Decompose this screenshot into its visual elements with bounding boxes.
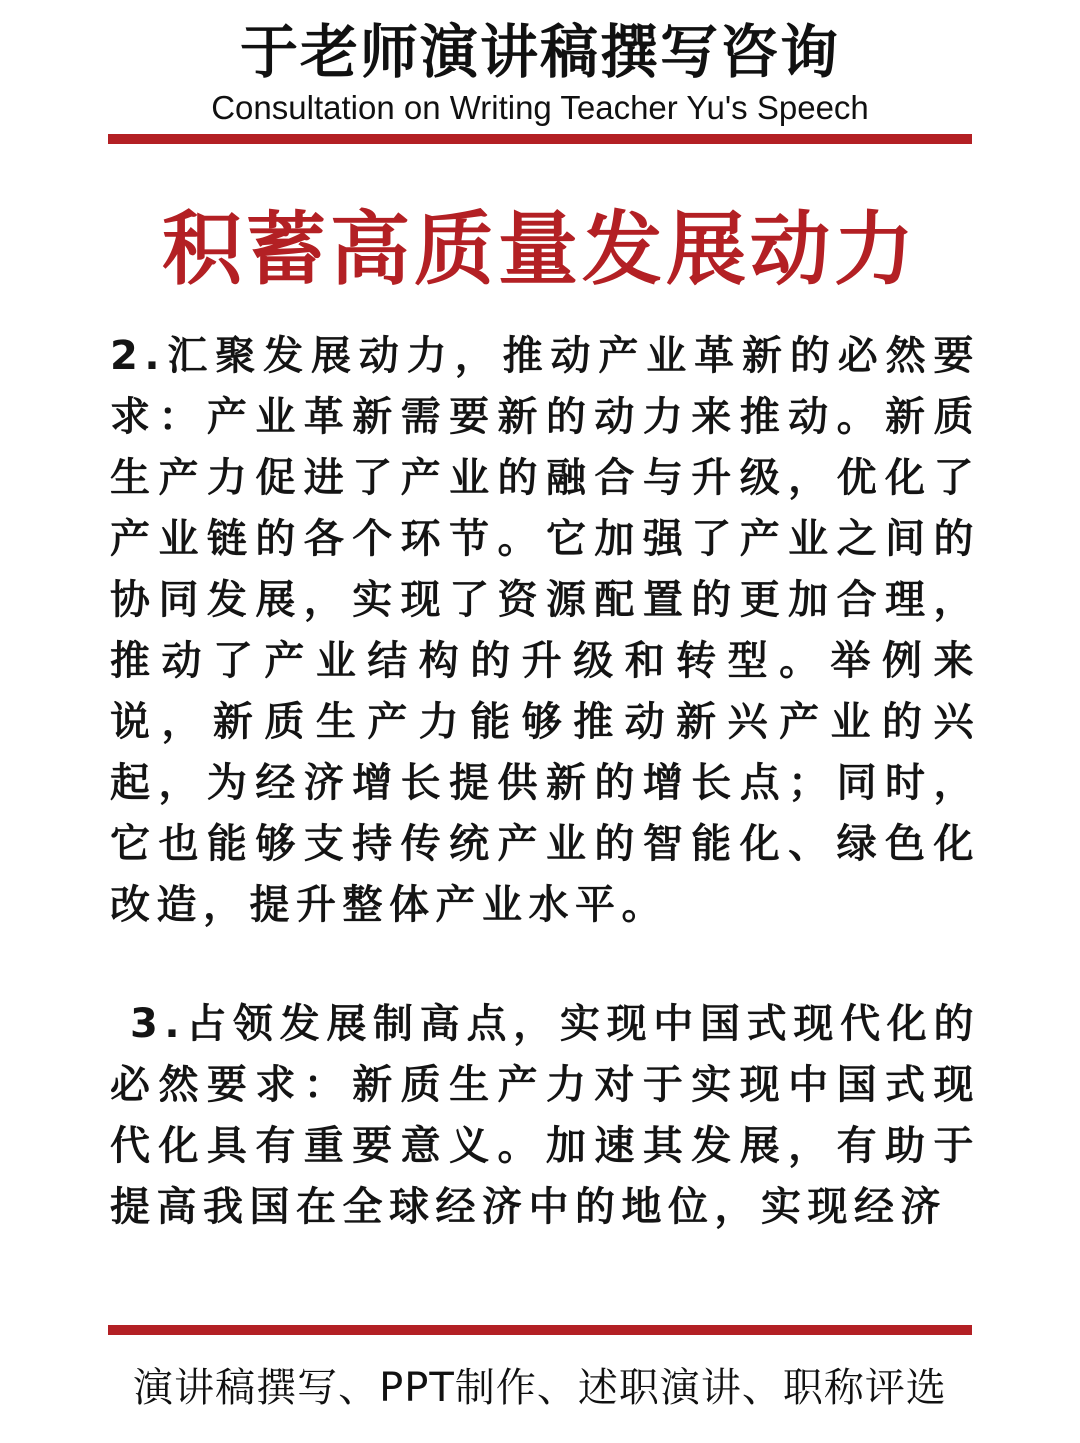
header-subtitle: Consultation on Writing Teacher Yu's Speech [211, 89, 869, 126]
header-title: 于老师演讲稿撰写咨询 [239, 18, 840, 86]
bottom-divider [108, 1325, 972, 1335]
top-divider [108, 134, 972, 144]
paragraph-point-2: 2.汇聚发展动力，推动产业革新的必然要求：产业革新需要新的动力来推动。新质生产力促进了产业的融合与升级，优化了产业链的各个环节。它加强了产业之间的协同发展，实现了资源配置的更加合理，推动了产业结构的升级和转型。举例来说，新质生产力能够推动新兴产业的兴起，为经济增长提供新的增长点；同时，它也能够支持传统产业的智能化、绿色化改造，提升整体产业水平。 [110, 333, 980, 928]
main-heading: 积蓄高质量发展动力 [162, 203, 918, 296]
paragraph-point-3: 3.占领发展制高点，实现中国式现代化的必然要求：新质生产力对于实现中国式现代化具有重要意义。加速其发展，有助于提高我国在全球经济中的地位，实现经济 [110, 1001, 980, 1230]
footer-services-text: 演讲稿撰写、PPT制作、述职演讲、职称评选 [133, 1365, 947, 1411]
